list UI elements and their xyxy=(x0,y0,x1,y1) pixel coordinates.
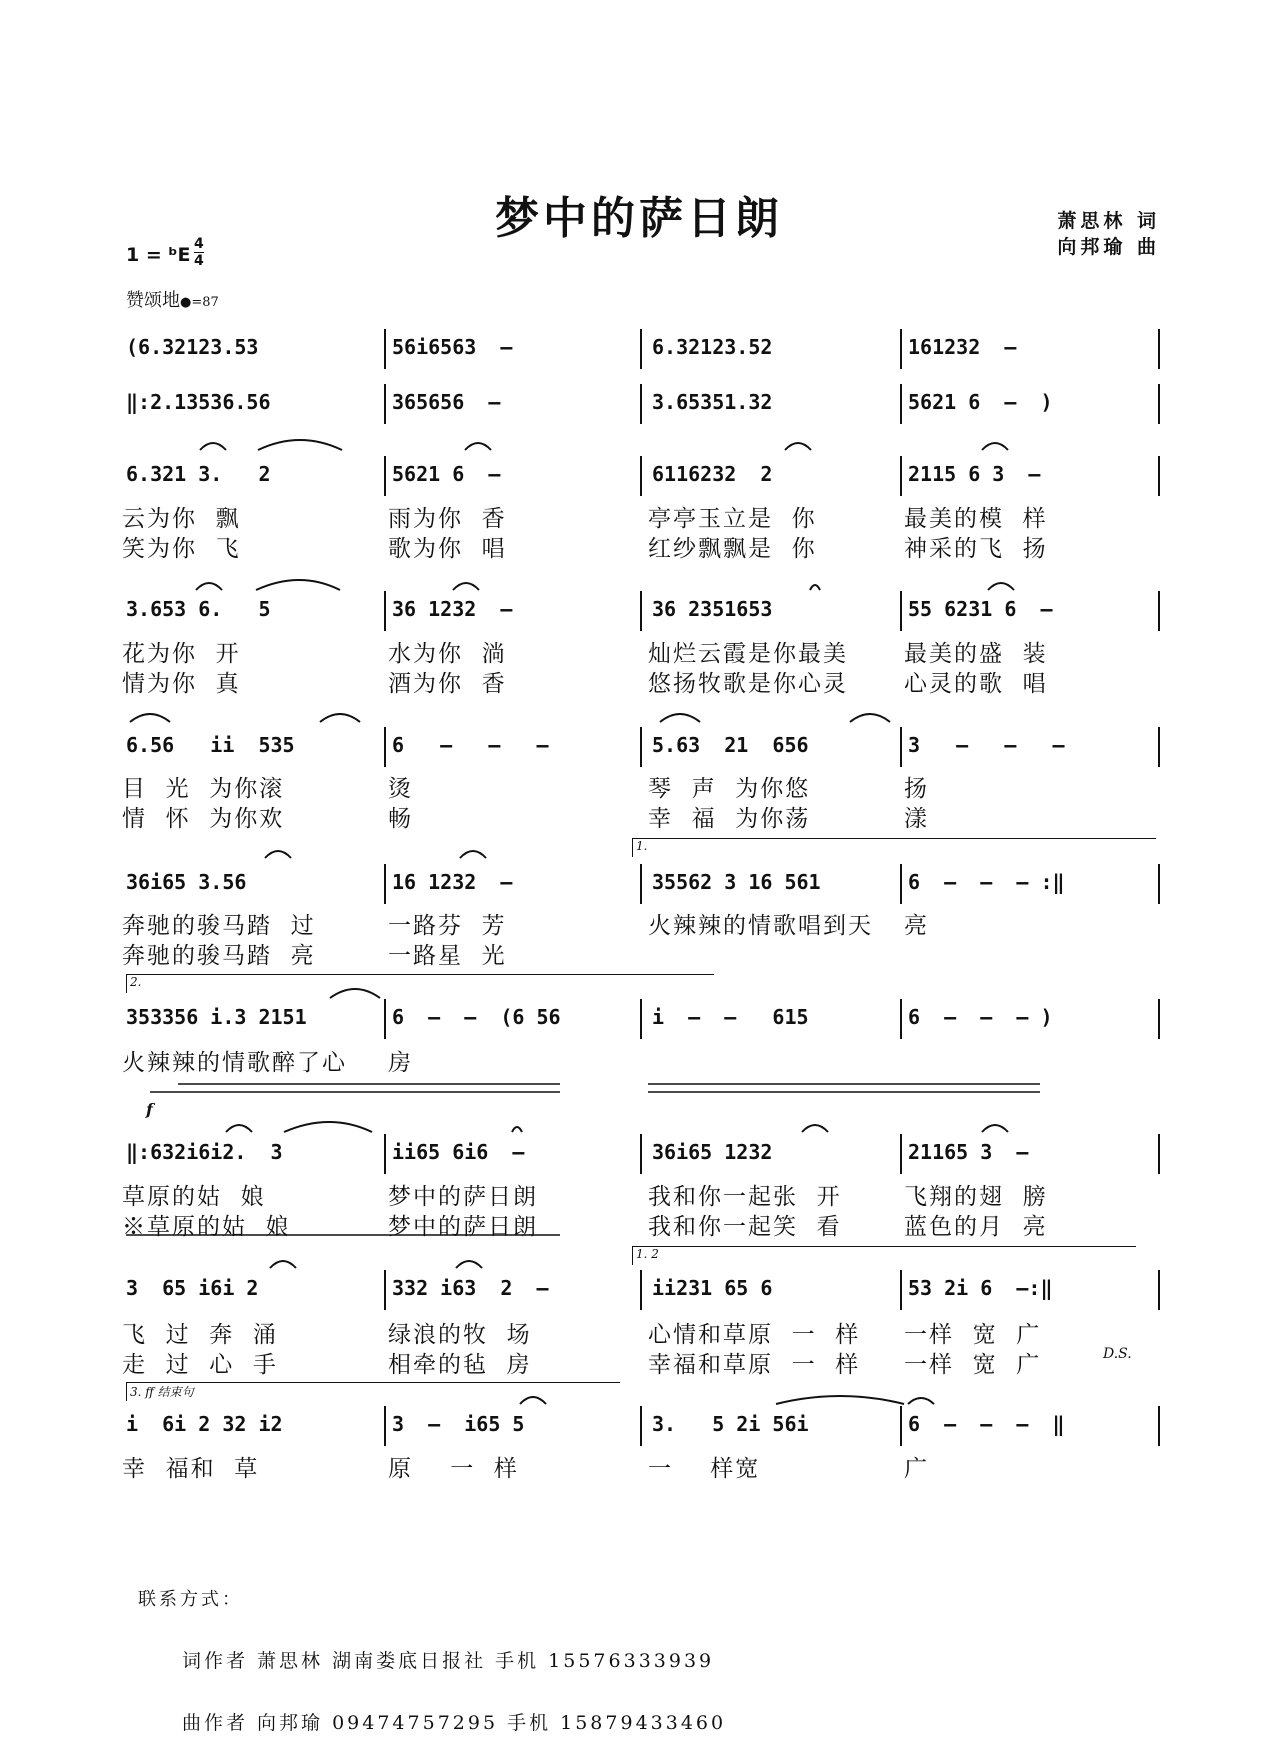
lyric-phrase: 奔驰的骏马踏 亮 xyxy=(122,943,316,969)
slur xyxy=(196,583,222,590)
lyric-phrase: 最美的模 样 xyxy=(904,506,1048,532)
lyric-phrase: 琴 声 为你悠 xyxy=(648,776,811,802)
tempo-value: =87 xyxy=(191,295,219,310)
lyric-phrase: 笑为你 飞 xyxy=(122,536,241,562)
measure-group: 35562 3 16 561 xyxy=(652,870,821,894)
lyric-phrase: 绿浪的牧 场 xyxy=(388,1322,532,1348)
lyric-phrase: 心情和草原 一 样 xyxy=(648,1322,861,1348)
lyric-phrase: 广 xyxy=(904,1456,929,1482)
lyric-phrase: 水为你 淌 xyxy=(388,641,507,667)
slur xyxy=(850,714,890,722)
lyric-phrase: 漾 xyxy=(904,806,929,832)
measure-group: ‖:2.13536.56 xyxy=(126,390,271,414)
lyric-phrase: 亭亭玉立是 你 xyxy=(648,506,817,532)
measure-group: 332 i63 2 – xyxy=(392,1276,549,1300)
slur xyxy=(284,1122,372,1132)
slur xyxy=(776,1396,904,1404)
slur xyxy=(256,580,340,590)
lyric-phrase: 我和你一起张 开 xyxy=(648,1184,842,1210)
slur xyxy=(270,1261,296,1268)
measure-group: 3 65 i6i 2 xyxy=(126,1276,259,1300)
song-title: 梦中的萨日朗 xyxy=(495,193,783,244)
volta-second: 2. xyxy=(126,974,714,993)
measure-group: 6 – – – ) xyxy=(908,1005,1053,1029)
slur xyxy=(453,583,479,590)
lyric-phrase: 幸福和草原 一 样 xyxy=(648,1352,861,1378)
lyric-phrase: 云为你 飘 xyxy=(122,506,241,532)
measure-group: ii65 6i6 – xyxy=(392,1140,525,1164)
slur xyxy=(785,443,811,450)
measure-group: 53 2i 6 –:‖ xyxy=(908,1276,1053,1300)
slur xyxy=(130,714,170,722)
measure-group: 2115 6 3 – xyxy=(908,462,1041,486)
measure-group: 6.56 ii 535 xyxy=(126,733,295,757)
measure-group: 21165 3 – xyxy=(908,1140,1029,1164)
measure-group: i 6i 2 32 i2 xyxy=(126,1412,283,1436)
lyric-phrase: 红纱飘飘是 你 xyxy=(648,536,817,562)
lyric-phrase: 蓝色的月 亮 xyxy=(904,1214,1048,1240)
ds-mark: D.S. xyxy=(1103,1346,1132,1362)
lyric-phrase: 幸 福 为你荡 xyxy=(648,806,811,832)
measure-group: 3 – i65 5 xyxy=(392,1412,525,1436)
measure-group: 36 1232 – xyxy=(392,597,513,621)
lyric-phrase: 歌为你 唱 xyxy=(388,536,507,562)
tempo-marking: 赞颂地●=87 xyxy=(126,290,219,311)
slur xyxy=(982,1125,1008,1132)
dynamic-mark: f xyxy=(146,1100,153,1119)
measure-group: 6.32123.52 xyxy=(652,335,773,359)
lyric-phrase: 扬 xyxy=(904,776,929,802)
measure-group: 3.65351.32 xyxy=(652,390,773,414)
measure-group: 3. 5 2i 56i xyxy=(652,1412,809,1436)
composer-credit: 向邦瑜 曲 xyxy=(1057,236,1160,258)
measure-group: ‖:632i6i2. 3 xyxy=(126,1140,283,1164)
lyric-phrase: 一 样宽 xyxy=(648,1456,761,1482)
measure-group: 36i65 1232 xyxy=(652,1140,773,1164)
lyric-phrase: 走 过 心 手 xyxy=(122,1352,278,1378)
lyric-phrase: 烫 xyxy=(388,776,413,802)
lyric-phrase: 梦中的萨日朗 xyxy=(388,1214,538,1240)
lyric-phrase: 畅 xyxy=(388,806,413,832)
lyric-phrase: 情为你 真 xyxy=(122,671,241,697)
lyric-phrase: 火辣辣的情歌醉了心 xyxy=(122,1050,347,1076)
slur xyxy=(802,1125,828,1132)
measure-group: 6 – – – ‖ xyxy=(908,1412,1065,1436)
measure-group: 36 2351653 xyxy=(652,597,773,621)
contact-lyricist: 词作者 萧思林 湖南娄底日报社 手机 15576333939 xyxy=(182,1650,715,1672)
measure-group: 16 1232 – xyxy=(392,870,513,894)
lyric-phrase: 心灵的歌 唱 xyxy=(904,671,1048,697)
slur xyxy=(660,714,700,722)
meter-top: 4 xyxy=(194,236,204,252)
measure-group: 6 – – – xyxy=(392,733,549,757)
measure-group: 5.63 21 656 xyxy=(652,733,809,757)
lyric-phrase: 酒为你 香 xyxy=(388,671,507,697)
measure-group: i – – 615 xyxy=(652,1005,809,1029)
measure-group: (6.32123.53 xyxy=(126,335,259,359)
lyric-phrase: 火辣辣的情歌唱到天 xyxy=(648,913,873,939)
slur xyxy=(908,1398,934,1404)
volta-first: 1. xyxy=(632,838,1156,857)
lyric-phrase: 一样 宽 广 xyxy=(904,1352,1042,1378)
lyric-phrase: 一样 宽 广 xyxy=(904,1322,1042,1348)
measure-group: 365656 – xyxy=(392,390,501,414)
measure-group: 353356 i.3 2151 xyxy=(126,1005,307,1029)
tempo-text: 赞颂地 xyxy=(126,290,180,311)
lyric-phrase: 花为你 开 xyxy=(122,641,241,667)
measure-group: 56i6563 – xyxy=(392,335,513,359)
slur xyxy=(988,583,1014,590)
measure-group: 55 6231 6 – xyxy=(908,597,1053,621)
measure-group: 6116232 2 xyxy=(652,462,773,486)
contact-composer: 曲作者 向邦瑜 09474757295 手机 15879433460 xyxy=(182,1712,727,1734)
lyric-phrase: 飞翔的翅 膀 xyxy=(904,1184,1048,1210)
volta-one-two: 1. 2 xyxy=(632,1246,1136,1265)
volta-third: 3. ff 结束句 xyxy=(126,1382,620,1401)
lyric-phrase: 梦中的萨日朗 xyxy=(388,1184,538,1210)
measure-group: 3.653 6. 5 xyxy=(126,597,271,621)
contact-heading: 联系方式： xyxy=(138,1589,243,1610)
measure-group: 3 – – – xyxy=(908,733,1065,757)
slur xyxy=(265,851,291,858)
lyric-phrase: 悠扬牧歌是你心灵 xyxy=(648,671,848,697)
lyric-phrase: 飞 过 奔 涌 xyxy=(122,1322,278,1348)
lyric-phrase: 幸 福和 草 xyxy=(122,1456,260,1482)
lyric-phrase: 我和你一起笑 看 xyxy=(648,1214,842,1240)
measure-group: 5621 6 – xyxy=(392,462,501,486)
lyric-phrase: 草原的姑 娘 xyxy=(122,1184,266,1210)
measure-group: 5621 6 – ) xyxy=(908,390,1053,414)
lyricist-credit: 萧思林 词 xyxy=(1057,210,1160,232)
lyric-phrase: 灿烂云霞是你最美 xyxy=(648,641,848,667)
slur xyxy=(982,443,1008,450)
meter-bottom: 4 xyxy=(194,253,204,269)
measure-group: 161232 – xyxy=(908,335,1017,359)
measure-group: ii231 65 6 xyxy=(652,1276,773,1300)
slur xyxy=(460,851,486,858)
lyric-phrase: ※草原的姑 娘 xyxy=(122,1214,291,1240)
slur xyxy=(320,714,360,722)
lyric-phrase: 最美的盛 装 xyxy=(904,641,1048,667)
lyric-phrase: 雨为你 香 xyxy=(388,506,507,532)
slur xyxy=(810,585,820,590)
lyric-phrase: 目 光 为你滚 xyxy=(122,776,285,802)
slur xyxy=(226,1125,252,1132)
measure-group: 6 – – (6 56 xyxy=(392,1005,561,1029)
lyric-phrase: 原 一 样 xyxy=(388,1456,519,1482)
measure-group: 36i65 3.56 xyxy=(126,870,247,894)
key-signature: 1 = ᵇE xyxy=(126,244,191,266)
slur xyxy=(258,440,342,450)
slur xyxy=(200,443,226,450)
measure-group: 6 – – – :‖ xyxy=(908,870,1065,894)
slur xyxy=(465,443,491,450)
lyric-phrase: 房 xyxy=(388,1050,413,1076)
lyric-phrase: 一路星 光 xyxy=(388,943,507,969)
measure-group: 6.321 3. 2 xyxy=(126,462,271,486)
lyric-phrase: 神采的飞 扬 xyxy=(904,536,1048,562)
lyric-phrase: 亮 xyxy=(904,913,929,939)
lyric-phrase: 相牵的毡 房 xyxy=(388,1352,532,1378)
lyric-phrase: 情 怀 为你欢 xyxy=(122,806,285,832)
lyric-phrase: 一路芬 芳 xyxy=(388,913,507,939)
slur xyxy=(456,1261,482,1268)
slur xyxy=(512,1127,522,1132)
lyric-phrase: 奔驰的骏马踏 过 xyxy=(122,913,316,939)
